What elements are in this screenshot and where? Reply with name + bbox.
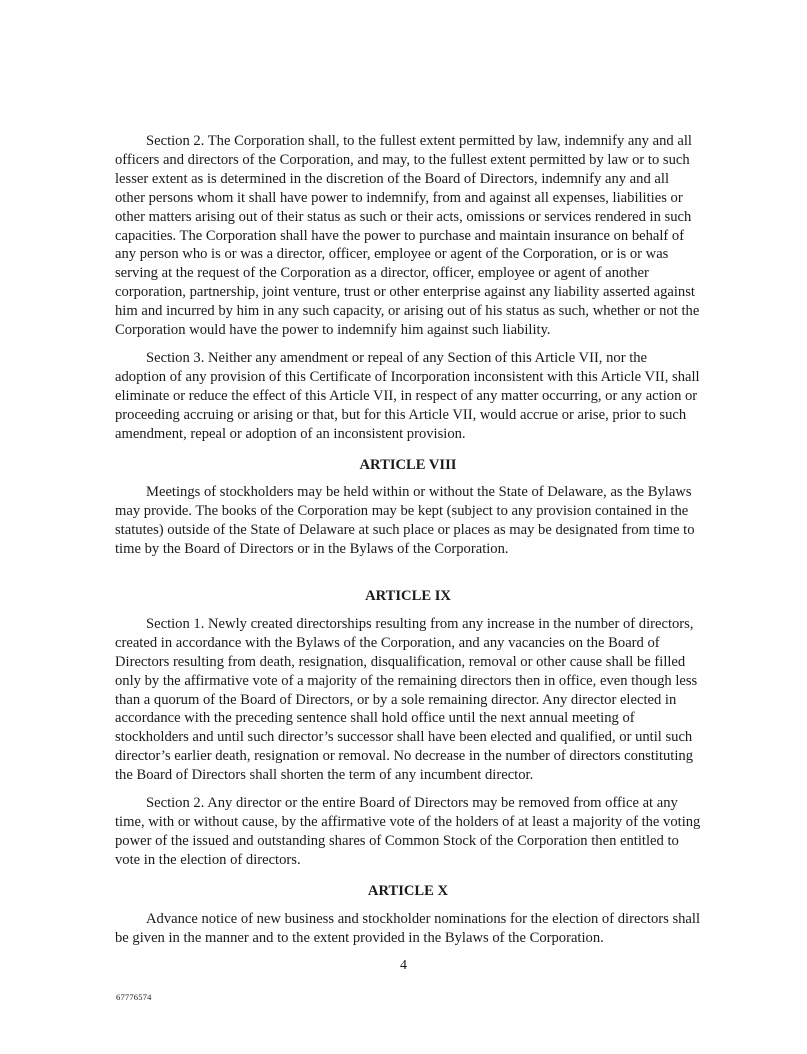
article-8-text: Meetings of stockholders may be held within or without the State of Delaware, as the Bylaws may provide. The books of the Corporation may be kept (subject to any provision contained in the statutes) outside of the State of Delaware at such place or places as may be designated from time to time by the Board of Directors or in the Bylaws of the Corporation. <box>115 484 695 558</box>
article-9-section-1: Section 1. Newly created directorships resulting from any increase in the number of directors, created in accordance with the Bylaws of the Corporation, and any vacancies on the Board of Directors resulting from death, resignation, disqualification, removal or other cause shall be filled only by the affirmative vote of a majority of the remaining directors then in office, even though less than a quorum of the Board of Directors, or by a sole remaining director. Any director elected in accordance with the preceding sentence shall hold office until the next annual meeting of stockholders and until such director’s successor shall have been elected and qualified, or until such director’s earlier death, resignation or removal. No decrease in the number of directors constituting the Board of Directors shall shorten the term of any incumbent director. <box>115 615 698 784</box>
article-9-heading: ARTICLE IX <box>365 588 451 605</box>
article-10-heading: ARTICLE X <box>367 882 449 899</box>
article-9-section-2: Section 2. Any director or the entire Board of Directors may be removed from office at any time, with or without cause, by the affirmative vote of the holders of at least a majority of the voting power of the issued and outstanding shares of Common Stock of the Corporation then entitled to vote in the election of directors. <box>115 795 701 868</box>
article-10-text: Advance notice of new business and stockholder nominations for the election of directors shall be given in the manner and to the extent provided in the Bylaws of the Corporation. <box>115 910 701 946</box>
document-id: 67776574 <box>116 992 152 1002</box>
article-8-heading: ARTICLE VIII <box>359 456 457 473</box>
article-7-section-2: Section 2. The Corporation shall, to the fullest extent permitted by law, indemnify any and all officers and directors of the Corporation, and may, to the fullest extent permitted by law or to such lesser extent as is determined in the discretion of the Board of Directors, indemnify any and all other persons whom it shall have power to indemnify, from and against all expenses, liabilities or other matters arising out of their status as such or their acts, omissions or services rendered in such capacities. The Corporation shall have the power to purchase and maintain insurance on behalf of any person who is or was a director, officer, employee or agent of the Corporation, or is or was serving at the request of the Corporation as a director, officer, employee or agent of another corporation, partnership, joint venture, trust or other enterprise against any liability asserted against him and incurred by him in any such capacity, or arising out of his status as such, whether or not the Corporation would have the power to indemnify him against such liability. <box>115 133 700 339</box>
page-number: 4 <box>400 958 407 973</box>
article-7-section-3: Section 3. Neither any amendment or repeal of any Section of this Article VII, nor the adoption of any provision of this Certificate of Incorporation inconsistent with this Article VII, shall eliminate or reduce the effect of this Article VII, in respect of any matter occurring, or any action or proceeding accruing or arising or that, but for this Article VII, would accrue or arise, prior to such amendment, repeal or adoption of an inconsistent provision. <box>115 349 700 442</box>
document-body <box>115 132 701 947</box>
